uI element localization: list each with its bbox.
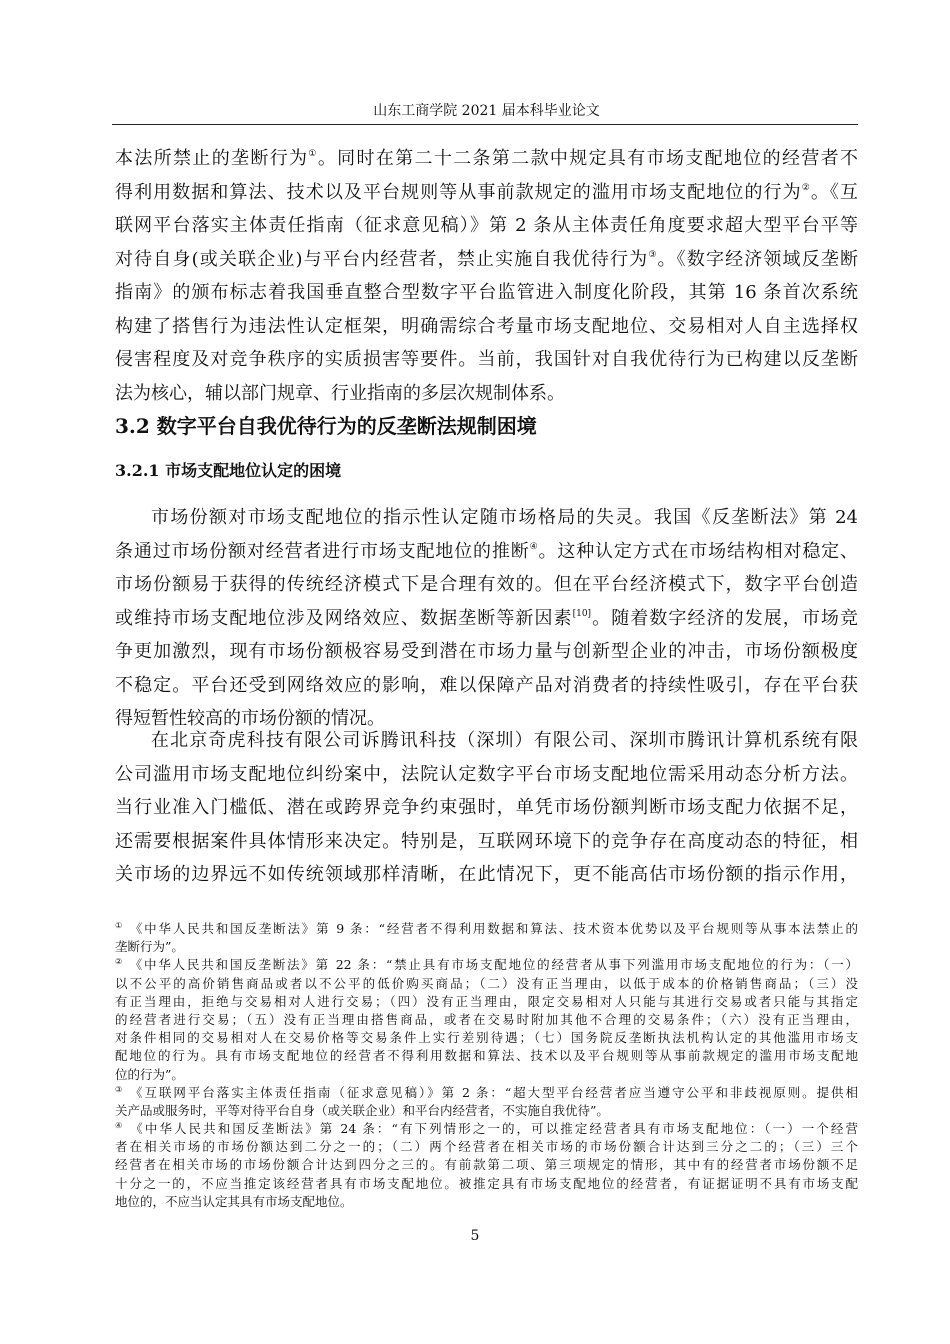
footnote-line (115, 1066, 858, 1084)
text-line (115, 176, 858, 210)
footnote-line (115, 920, 858, 938)
text-line (115, 276, 858, 310)
text-run: 在北京奇虎科技有限公司诉腾讯科技（深圳）有限公司、深圳市腾讯计算机系统有限 (151, 730, 858, 751)
text-run: 指南》的颁布标志着我国垂直整合型数字平台监管进入制度化阶段，其第 16 条首次系统 (115, 282, 858, 303)
footnote-line (115, 1175, 858, 1193)
text-run: 不稳定。平台还受到网络效应的影响，难以保障产品对消费者的持续性吸引，存在平台获 (115, 674, 858, 696)
text-run: 构建了搭售行为违法性认定框架，明确需综合考量市场支配地位、交易相对人自主选择权 (115, 315, 858, 337)
text-run: 《中华人民共和国反垄断法》第 22 条：“禁止具有市场支配地位的经营者从事下列滥用市场支配地位的行为：（一） (123, 957, 859, 973)
text-line (115, 669, 858, 703)
text-run: 得短暂性较高的市场份额的情况。 (115, 708, 385, 729)
text-run: 十分之一的，不应当推定该经营者具有市场支配地位。被推定具有市场支配地位的经营者，有证据证明不具有市场支配 (115, 1175, 858, 1191)
text-run: 关产品或服务时，平等对待平台自身（或关联企业）和平台内经营者，不实施自我优待”。 (115, 1102, 609, 1118)
footnote-reference: ④ (529, 541, 539, 552)
footnote-marker: ① (115, 921, 125, 930)
text-line (115, 858, 858, 892)
text-line (115, 758, 858, 792)
text-line (115, 243, 858, 277)
text-run: 争更加激烈，现有市场份额极容易受到潜在市场力量与创新型企业的冲击，市场份额极度 (115, 641, 858, 662)
text-line (115, 635, 858, 669)
text-run: 市场份额对市场支配地位的指示性认定随市场格局的失灵。我国《反垄断法》第 24 (151, 507, 858, 528)
text-run: 垄断行为”。 (115, 939, 184, 955)
paragraph-qihoo-case (115, 724, 858, 892)
text-run: 有正当理由，拒绝与交易相对人进行交易；（四）没有正当理由，限定交易相对人只能与其进行交易或者只能与其指定 (115, 993, 858, 1009)
footnote-reference: ③ (648, 249, 658, 260)
footnote-line (115, 975, 858, 993)
footnotes (115, 920, 858, 1211)
paragraph-market-share (115, 501, 858, 736)
text-run: 经营者在相关市场的市场份额合计达到四分之三的。有前款第二项、第三项规定的情形，其中有的经营者市场份额不足 (115, 1157, 858, 1173)
footnote-line (115, 956, 858, 974)
text-run: 条通过市场份额对经营者进行市场支配地位的推断 (115, 540, 530, 562)
text-run: 法为核心，辅以部门规章、行业指南的多层次规制体系。 (115, 382, 565, 404)
footnote-line (115, 1156, 858, 1174)
footnote-line (115, 1138, 858, 1156)
text-line (115, 568, 858, 602)
text-line (115, 825, 858, 859)
text-run: 本法所禁止的垄断行为 (115, 148, 309, 169)
text-run: 《中华人民共和国反垄断法》第 9 条：“经营者不得利用数据和算法、技术资本优势以及平台规则等从事本法禁止的 (124, 921, 858, 936)
text-run: 地位的，不应当认定其具有市场支配地位。 (115, 1193, 353, 1209)
text-run: 《互联网平台落实主体责任指南（征求意见稿）》第 2 条：“超大型平台经营者应当遵守公平和非歧视原则。提供相 (124, 1084, 859, 1100)
text-line (115, 501, 858, 535)
footnote-line (115, 1102, 858, 1120)
text-run: 市场份额易于获得的传统经济模式下是合理有效的。但在平台经济模式下，数字平台创造 (115, 574, 858, 595)
footnote-marker: ③ (115, 1084, 125, 1094)
footnote-line (115, 1084, 858, 1102)
text-line (115, 602, 858, 636)
header-rule (112, 124, 858, 125)
text-line (115, 791, 858, 825)
text-run: 。随着数字经济的发展，市场竞 (591, 607, 859, 629)
text-run: 位的行为”。 (115, 1066, 184, 1082)
text-run: 对待自身(或关联企业)与平台内经营者，禁止实施自我优待行为 (115, 248, 649, 270)
text-line (115, 209, 858, 243)
text-line (115, 343, 858, 377)
footnote-line (115, 938, 858, 956)
section-heading: 3.2 数字平台自我优待行为的反垄断法规制困境 (115, 414, 537, 438)
footnote-line (115, 1029, 858, 1047)
text-run: 《中华人民共和国反垄断法》第 24 条：“有下列情形之一的，可以推定经营者具有市场支配地位：（一）一个经营 (124, 1121, 859, 1137)
subsection-heading: 3.2.1 市场支配地位认定的困境 (115, 461, 342, 480)
text-run: 的经营者进行交易；（五）没有正当理由搭售商品，或者在交易时附加其他不合理的交易条件；（六）没有正当理由， (115, 1011, 858, 1027)
text-run: 以不公平的高价销售商品或者以不公平的低价购买商品；（二）没有正当理由，以低于成本的价格销售商品；（三）没 (115, 975, 858, 991)
text-line (115, 377, 858, 411)
footnote-line (115, 1047, 858, 1065)
intro-paragraph (115, 142, 858, 410)
footnote-reference: ② (801, 182, 811, 193)
text-line (115, 535, 858, 569)
text-run: 联网平台落实主体责任指南（征求意见稿）》第 2 条从主体责任角度要求超大型平台平等 (115, 215, 858, 236)
text-run: 当行业准入门槛低、潜在或跨界竞争约束强时，单凭市场份额判断市场支配力依据不足， (115, 797, 858, 818)
text-run: 关市场的边界远不如传统领域那样清晰，在此情况下，更不能高估市场份额的指示作用， (115, 864, 858, 885)
footnote-reference: [10] (572, 608, 592, 619)
text-line (115, 724, 858, 758)
text-run: 者在相关市场的市场份额达到二分之一的；（二）两个经营者在相关市场的市场份额合计达到三分之二的；（三）三个 (115, 1139, 858, 1155)
text-run: 还需要根据案件具体情形来决定。特别是，互联网环境下的竞争存在高度动态的特征，相 (115, 830, 858, 852)
footnote-line (115, 1011, 858, 1029)
text-run: 配地位的行为。具有市场支配地位的经营者不得利用数据和算法、技术以及平台规则等从事前款规定的滥用市场支配地 (115, 1048, 858, 1064)
text-run: 。同时在第二十二条第二款中规定具有市场支配地位的经营者不 (317, 148, 859, 169)
text-run: 对条件相同的交易相对人在交易价格等交易条件上实行差别待遇；（七）国务院反垄断执法机构认定的其他滥用市场支 (115, 1030, 858, 1046)
text-run: 。这种认定方式在市场结构相对稳定、 (538, 540, 859, 562)
text-run: 得利用数据和算法、技术以及平台规则等从事前款规定的滥用市场支配地位的行为 (115, 181, 802, 203)
text-run: 。《数字经济领域反垄断 (657, 248, 858, 270)
footnote-marker: ② (115, 957, 124, 967)
footnote-line (115, 993, 858, 1011)
running-header: 山东工商学院 2021 届本科毕业论文 (373, 103, 600, 119)
footnote-line (115, 1120, 858, 1138)
footnote-marker: ④ (115, 1121, 125, 1131)
text-run: 或维持市场支配地位涉及网络效应、数据垄断等新因素 (115, 607, 573, 629)
text-line (115, 142, 858, 176)
text-line (115, 310, 858, 344)
text-run: 侵害程度及对竞争秩序的实质损害等要件。当前，我国针对自我优待行为已构建以反垄断 (115, 349, 858, 370)
footnote-line (115, 1193, 858, 1211)
page-number: 5 (470, 1228, 480, 1244)
text-run: 公司滥用市场支配地位纠纷案中，法院认定数字平台市场支配地位需采用动态分析方法。 (115, 763, 858, 785)
footnote-reference: ① (308, 149, 318, 159)
text-run: 。《互 (810, 181, 859, 203)
